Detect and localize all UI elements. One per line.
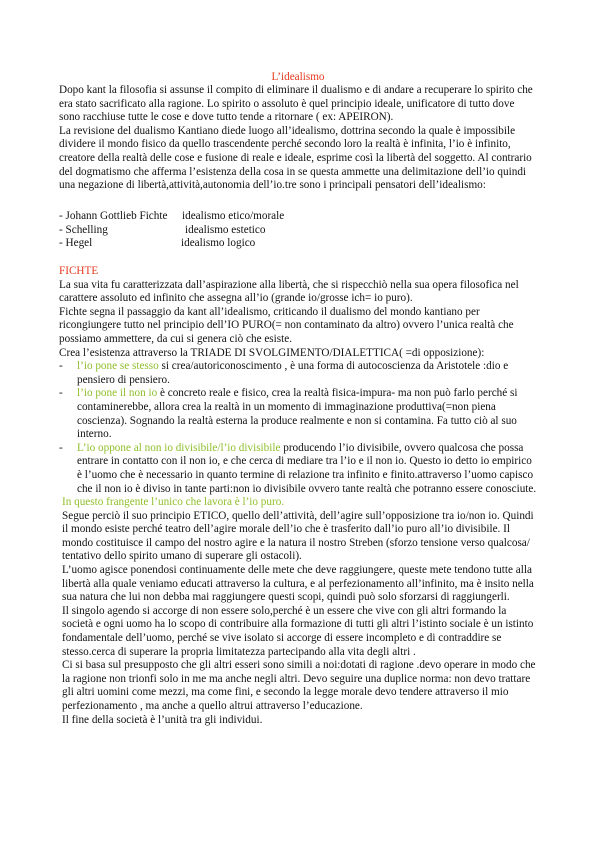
fichte-paragraph: Crea l’esistenza attraverso la TRIADE DI SVOLGIMENTO/DIALETTICA( =di opposizione): (59, 346, 485, 359)
green-note: In questo frangente l’unico che lavora è l’io puro. (62, 496, 285, 509)
triad-item (59, 387, 537, 441)
fichte-paragraph: Fichte segna il passaggio da kant all’idealismo, criticando il dualismo del mondo kantiano per ricongiungere tutto nel principio dell’IO PURO(= non contaminato da altro) ovvero l’unica realtà che possiamo ammettere, da cui si genera ciò che esiste. (59, 305, 514, 345)
ethics-paragraph: Il fine della società è l’unità tra gli individui. (62, 713, 263, 726)
triad-highlight: l’io pone il non io (77, 387, 158, 400)
ethics-paragraph: Segue perciò il suo principio ETICO, quello dell’attività, dell’agire sull’opposizione tra io/non io. Quindi il mondo esiste perché teatro dell’agire morale dell’io che è trasferito dall’io puro all’io divisibile. Il mondo costituisce il campo del nostro agire e la natura il nostro Streben (sforzo tensione verso qualcosa/ tentativo dello spirito umano di superare gli ostacoli). (62, 509, 534, 563)
philosopher-name: - Hegel (59, 237, 93, 250)
list-dash: - (59, 360, 63, 373)
intro-section (59, 84, 537, 193)
philosopher-type: idealismo estetico (185, 223, 266, 236)
triad-item (59, 442, 537, 496)
triad-highlight: l’io pone se stesso (77, 360, 159, 373)
intro-paragraph: La revisione del dualismo Kantiano diede luogo all’idealismo, dottrina secondo la quale è impossibile dividere il mondo fisico da quello trascendente perché secondo loro la realtà è infinita, l’io è infinito, creatore della realtà delle cose e fusione di reale e ideale, esprime così la libertà del soggetto. Al contrario del dogmatismo che afferma l’esistenza della cosa in se questa ammette una delimitazione dell’io quindi una negazione di libertà,attività,autonomia dell’io.tre sono i principali pensatori dell’idealismo: (59, 124, 532, 192)
document-title: L’idealismo (271, 71, 325, 83)
triad-item (59, 360, 537, 387)
philosopher-type: idealismo logico (181, 237, 256, 250)
fichte-paragraph: La sua vita fu caratterizzata dall’aspirazione alla libertà, che si rispecchiò nella sua opera filosofica nel carattere assoluto ed infinito che assegna all’io (grande io/grosse ich= io puro). (59, 278, 519, 305)
fichte-heading: FICHTE (59, 265, 99, 277)
ethics-paragraph: Il singolo agendo si accorge di non essere solo,perché è un essere che vive con gli altri formando la società e ogni uomo ha lo scopo di contribuire alla formazione di tutti gli altri l’istinto sociale è un istinto fondamentale dell’uomo, perché se vive isolato si accorge di essere incompleto e di contraddire se stesso.cerca di superare la propria limitatezza partecipando alla vita degli altri . (62, 604, 534, 658)
ethics-paragraph: Ci si basa sul presupposto che gli altri esseri sono simili a noi:dotati di ragione .devo operare in modo che la ragione non trionfi solo in me ma anche negli altri. Devo seguire una duplice norma: non devo trattare gli altri uomini come mezzi, ma come fini, e secondo la legge morale devo tendere attraverso il mio perfezionamento , ma anche a quello altrui attraverso l’educazione. (62, 659, 536, 712)
philosopher-row (59, 237, 255, 251)
fichte-section (59, 279, 537, 728)
triad-highlight: L’io oppone al non io divisibile/l’io divisibile (77, 441, 281, 454)
triad-text: si crea/autoriconoscimento , è una forma di autocoscienza da Aristotele :dio e pensiero di pensiero. (77, 360, 509, 386)
intro-paragraph: Dopo kant la filosofia si assunse il compito di eliminare il dualismo e di andare a recuperare lo spirito che era stato sacrificato alla ragione. Lo spirito o assoluto è quel principio ideale, unificatore di tutto dove sono racchiuse tutte le cose e dove tutto tende a ritornare ( ex: APEIRON). (59, 84, 533, 124)
triad-text: producendo l’io divisibile, ovvero qualcosa che possa entrare in contatto con il non io, e che cerca di mediare tra l’io e il non io. Questo io detto io empirico è l’uomo che è necessario in quanto termine di relazione tra infinito e finito.attraverso l’uomo capisco che il non io è diviso in tante parti:non io divisibile ovvero tante realtà che potranno essere conosciute. (77, 441, 537, 495)
philosopher-name: - Schelling (59, 223, 108, 236)
philosopher-row (59, 224, 265, 238)
philosopher-row (59, 210, 284, 224)
philosopher-type: idealismo etico/morale (182, 210, 285, 222)
list-dash: - (59, 441, 63, 454)
triad-text: è concreto reale e fisico, crea la realtà fisica-impura- ma non può farlo perché si contaminerebbe, allora crea la realtà in un momento di immaginazione produttiva(=non piena coscienza). Sognando la realtà esterna la produce realmente e non si contamina. Fa tutto ciò al suo interno. (77, 387, 518, 441)
list-dash: - (59, 387, 63, 400)
philosopher-name: - Johann Gottlieb Fichte (59, 210, 168, 222)
ethics-section (59, 510, 537, 728)
ethics-paragraph: L’uomo agisce ponendosi continuamente delle mete che deve raggiungere, queste mete tendono tutte alla libertà alla quale veniamo educati attraverso la cultura, e al perfezionamento all’infinito, ma è insito nella sua natura che lui non debba mai raggiungere questi scopi, quindi può solo sforzarsi di raggiungerli. (62, 564, 534, 604)
